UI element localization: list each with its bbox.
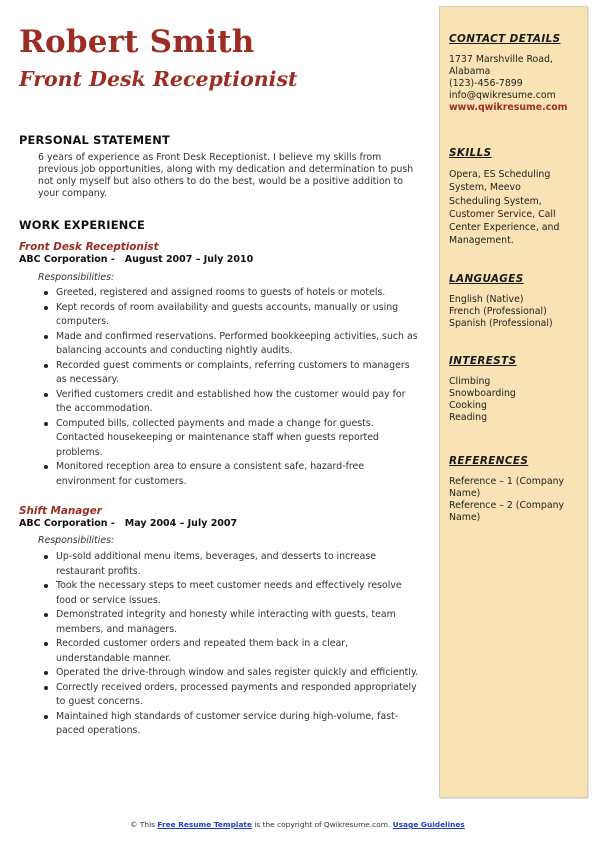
personal-statement-heading: PERSONAL STATEMENT bbox=[19, 133, 170, 147]
list-item: Demonstrated integrity and honesty while interacting with guests, team members, and managers. bbox=[42, 608, 422, 637]
list-item: Correctly received orders, processed payments and responded appropriately to guest concerns. bbox=[42, 681, 422, 710]
responsibilities-label: Responsibilities: bbox=[38, 535, 115, 546]
job-company: ABC Corporation - bbox=[19, 518, 115, 529]
job-bullets bbox=[42, 550, 422, 739]
job-role: Front Desk Receptionist bbox=[19, 241, 159, 253]
list-item: Monitored reception area to ensure a consistent safe, hazard-free environment for customers. bbox=[42, 460, 422, 489]
contact-website[interactable]: www.qwikresume.com bbox=[449, 102, 568, 113]
languages-section bbox=[449, 273, 585, 330]
responsibilities-label: Responsibilities: bbox=[38, 272, 115, 283]
list-item: Kept records of room availability and guests accounts, manually or using computers. bbox=[42, 301, 422, 330]
list-item: Up-sold additional menu items, beverages, and desserts to increase restaurant profits. bbox=[42, 550, 422, 579]
language-item: Spanish (Professional) bbox=[449, 318, 553, 329]
candidate-title: Front Desk Receptionist bbox=[19, 67, 298, 91]
interests-section bbox=[449, 355, 585, 424]
skills-line: Customer Service, Call bbox=[449, 208, 556, 220]
skills-line: Opera, ES Scheduling bbox=[449, 169, 551, 180]
reference-line: Name) bbox=[449, 488, 481, 499]
language-item: French (Professional) bbox=[449, 306, 547, 317]
reference-line: Reference – 1 (Company bbox=[449, 476, 565, 487]
list-item: Maintained high standards of customer service during high-volume, fast-paced operations. bbox=[42, 710, 422, 739]
footer-prefix: © This bbox=[130, 820, 156, 829]
list-item: Made and confirmed reservations. Performed bookkeeping activities, such as balancing accounts and conducting nightly audits. bbox=[42, 330, 422, 359]
job-company-line bbox=[19, 518, 237, 530]
job-company: ABC Corporation - bbox=[19, 254, 115, 265]
reference-line: Name) bbox=[449, 512, 481, 523]
contact-address-line2: Alabama bbox=[449, 66, 491, 77]
reference-line: Reference – 2 (Company bbox=[449, 500, 565, 511]
list-item: Took the necessary steps to meet customer needs and effectively resolve food or service issues. bbox=[42, 579, 422, 608]
skills-line: System, Meevo bbox=[449, 182, 521, 194]
list-item: Recorded guest comments or complaints, referring customers to managers as necessary. bbox=[42, 359, 422, 388]
job-bullets bbox=[42, 286, 422, 489]
footer-copyright: is the copyright of Qwikresume.com. bbox=[254, 820, 391, 829]
skills-line: Center Experience, and bbox=[449, 222, 560, 234]
contact-email[interactable]: info@qwikresume.com bbox=[449, 90, 556, 101]
interests-heading: INTERESTS bbox=[449, 355, 517, 367]
job-dates: May 2004 – July 2007 bbox=[124, 518, 238, 529]
contact-address-line1: 1737 Marshville Road, bbox=[449, 54, 553, 65]
work-experience-heading: WORK EXPERIENCE bbox=[19, 218, 145, 232]
list-item: Recorded customer orders and repeated them back in a clear, understandable manner. bbox=[42, 637, 422, 666]
list-item: Operated the drive-through window and sales register quickly and efficiently. bbox=[42, 666, 422, 681]
references-section bbox=[449, 455, 585, 524]
list-item: Verified customers credit and established how the customer would pay for the accommodation. bbox=[42, 388, 422, 417]
job-company-line bbox=[19, 254, 253, 266]
free-resume-template-link[interactable]: Free Resume Template bbox=[157, 820, 252, 829]
sidebar bbox=[439, 6, 588, 798]
language-item: English (Native) bbox=[449, 294, 524, 305]
candidate-name: Robert Smith bbox=[19, 24, 255, 60]
job-role: Shift Manager bbox=[19, 505, 102, 517]
interest-item: Reading bbox=[449, 412, 488, 423]
skills-heading: SKILLS bbox=[449, 147, 492, 159]
contact-phone: (123)-456-7899 bbox=[449, 78, 523, 89]
list-item: Greeted, registered and assigned rooms to guests of hotels or motels. bbox=[42, 286, 422, 301]
skills-line: Scheduling System, bbox=[449, 195, 542, 207]
skills-line: Management. bbox=[449, 235, 514, 247]
contact-heading: CONTACT DETAILS bbox=[449, 33, 561, 45]
languages-heading: LANGUAGES bbox=[449, 273, 524, 285]
list-item: Computed bills, collected payments and made a change for guests. Contacted housekeeping or maintenance staff when guests reported problems. bbox=[42, 417, 422, 461]
skills-section bbox=[449, 147, 585, 248]
references-heading: REFERENCES bbox=[449, 455, 529, 467]
interest-item: Cooking bbox=[449, 400, 487, 411]
contact-section bbox=[449, 33, 585, 114]
interest-item: Snowboarding bbox=[449, 388, 516, 399]
job-dates: August 2007 – July 2010 bbox=[124, 254, 254, 265]
usage-guidelines-link[interactable]: Usage Guidelines bbox=[392, 820, 465, 829]
interest-item: Climbing bbox=[449, 376, 491, 387]
footer bbox=[0, 820, 595, 830]
personal-statement-text: 6 years of experience as Front Desk Receptionist. I believe my skills from previous job opportunities, along with my dedication and determination to push not only myself but also others to do the best, would be a positive addition to your company. bbox=[38, 152, 414, 199]
